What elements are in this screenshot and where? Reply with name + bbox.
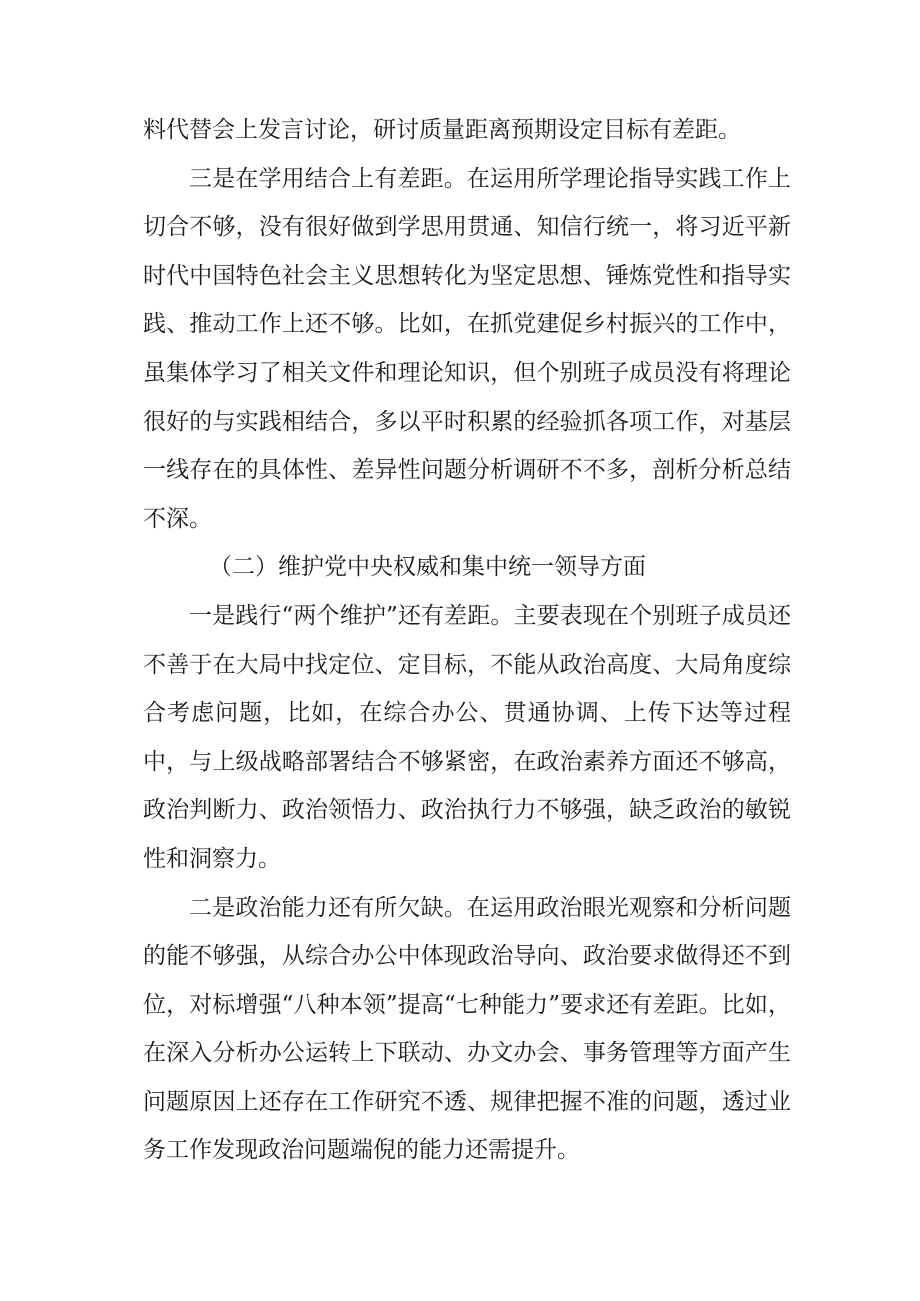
paragraph-political-capability-gap: 二是政治能力还有所欠缺。在运用政治眼光观察和分析问题的能不够强，从综合办公中体现政治导向、政治要求做得还不到位，对标增强“八种本领”提高“七种能力”要求还有差距。比如，在深入分析办公运转上下联动、办文办会、事务管理等方面产生问题原因上还存在工作研究不透、规律把握不准的问题，透过业务工作发现政治问题端倪的能力还需提升。 [143,894,791,1164]
section-heading-central-authority: （二）维护党中央权威和集中统一领导方面 [209,554,646,581]
paragraph-two-safeguards-gap: 一是践行“两个维护”还有差距。主要表现在个别班子成员还不善于在大局中找定位、定目标，不能从政治高度、大局角度综合考虑问题，比如，在综合办公、贯通协调、上传下达等过程中，与上级战略部署结合不够紧密，在政治素养方面还不够高，政治判断力、政治领悟力、政治执行力不够强，缺乏政治的敏锐性和洞察力。 [143,602,791,872]
paragraph-continuation: 料代替会上发言讨论，研讨质量距离预期设定目标有差距。 [143,117,741,143]
paragraph-study-application-gap: 三是在学用结合上有差距。在运用所学理论指导实践工作上切合不够，没有很好做到学思用贯通、知信行统一，将习近平新时代中国特色社会主义思想转化为坚定思想、锤炼党性和指导实践、推动工作上还不够。比如，在抓党建促乡村振兴的工作中，虽集体学习了相关文件和理论知识，但个别班子成员没有将理论很好的与实践相结合，多以平时积累的经验抓各项工作，对基层一线存在的具体性、差异性问题分析调研不不多，剖析分析总结不深。 [143,165,791,532]
document-body [143,106,791,1175]
